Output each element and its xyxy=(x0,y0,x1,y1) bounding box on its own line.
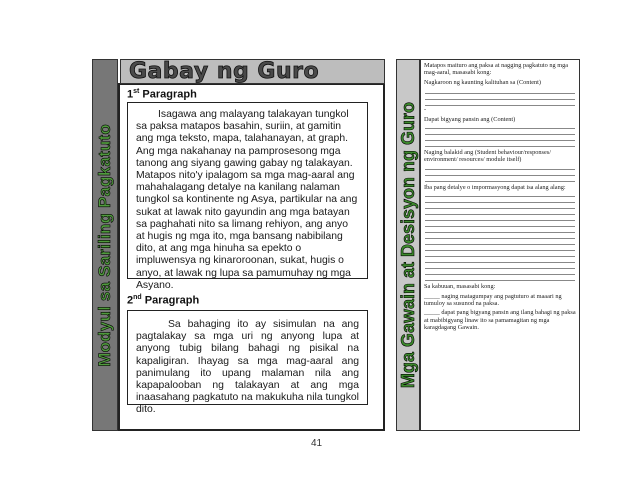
summary-heading: Sa kabuuan, masasabi kong: xyxy=(424,283,496,291)
write-line[interactable] xyxy=(425,141,575,147)
section-header-title: Gabay ng Guro xyxy=(129,59,320,84)
summary-option-success: _____ naging matagumpay ang pagtuturo at maaari ng tumuloy sa susunod na paksa. xyxy=(424,292,562,308)
panel-intro: Matapos maituro ang paksa at nagging pagkatuto ng mga mag-aaral, masasabi kong: xyxy=(424,62,569,77)
paragraph-1-ordinal: 1 xyxy=(127,88,134,101)
page-number: 41 xyxy=(311,438,323,449)
other-details-heading: Iba pang detalye o impormasyong dapat isa alang alang: xyxy=(424,183,566,191)
left-sidebar-band xyxy=(92,59,118,431)
attention-heading: Dapat bigyang pansin ang (Content) xyxy=(424,115,516,123)
paragraph-1-ordinal-suffix: st xyxy=(133,88,140,95)
paragraph-2-label xyxy=(127,294,199,307)
section-header xyxy=(120,59,385,84)
paragraph-2-ordinal: 2 xyxy=(127,294,134,307)
paragraph-1-label xyxy=(127,88,197,101)
paragraph-2-text: Sa bahaging ito ay sisimulan na ang pagtalakay sa mga uri ng anyong lupa at anyong tubig bilang bahagi ng pisikal na kapaligiran. Ihayag sa mga mag-aaral ang panimulang ito upang malaman nila ang kapapalooban ng talakayan at ang mga inaasahang pagkatuto na makukuha nila tungkol dito. xyxy=(136,319,359,416)
hindrance-heading: Naging balakid ang (Student behaviour/responses/ environment/ resources/ module itself) xyxy=(424,149,551,164)
paragraph-2-box xyxy=(127,310,368,416)
paragraph-2-ordinal-suffix: nd xyxy=(133,294,142,301)
paragraph-1-text: Isagawa ang malayang talakayan tungkol sa paksa matapos basahin, suriin, at gamitin ang mga teksto, mapa, talahanayan, at graph. Ang mga nakahanay na pamprosesong mga tanong ang siyang gawing gabay ng talakayan. Matapos nito'y ipalagom sa mga mag-aaral ang mahahalagang detalye na kanilang nalaman tungkol sa kontinente ng Asya, partikular na ang sukat at lawak nito gayundin ang mga batayan sa paghahati nito sa limang rehiyon, ang anyo at hugis ng mga ito, mga bansang nabibilang dito, at ang mga hinuha sa epekto o impluwensya ng kinaroroonan, sukat, hugis o anyo, at lawak ng lupa sa pamumuhay ng mga Asyano. xyxy=(136,109,358,291)
right-sidebar-band xyxy=(396,59,420,431)
left-sidebar-title: Modyul sa Sariling Pagkatuto xyxy=(95,123,114,367)
write-line[interactable] xyxy=(425,176,575,182)
summary-option-revisit: _____ dapat pang bigyang pansin ang ilang bahagi ng paksa at mabibigyang linaw ito sa pamamagitan ng mga karagdagang Gawain. xyxy=(424,309,576,332)
right-sidebar-title: Mga Gawain at Desisyon ng Guro xyxy=(397,101,418,389)
write-line[interactable] xyxy=(425,275,575,281)
paragraph-2-label-text: Paragraph xyxy=(144,294,200,307)
paragraph-1-label-text: Paragraph xyxy=(142,88,197,101)
teacher-decisions-panel xyxy=(420,59,580,431)
dash-mark: - xyxy=(424,106,427,114)
paragraph-1-box xyxy=(127,102,368,291)
content-confusion-heading: Nagkaroon ng kaunting kalituhan sa (Content) xyxy=(424,78,541,86)
